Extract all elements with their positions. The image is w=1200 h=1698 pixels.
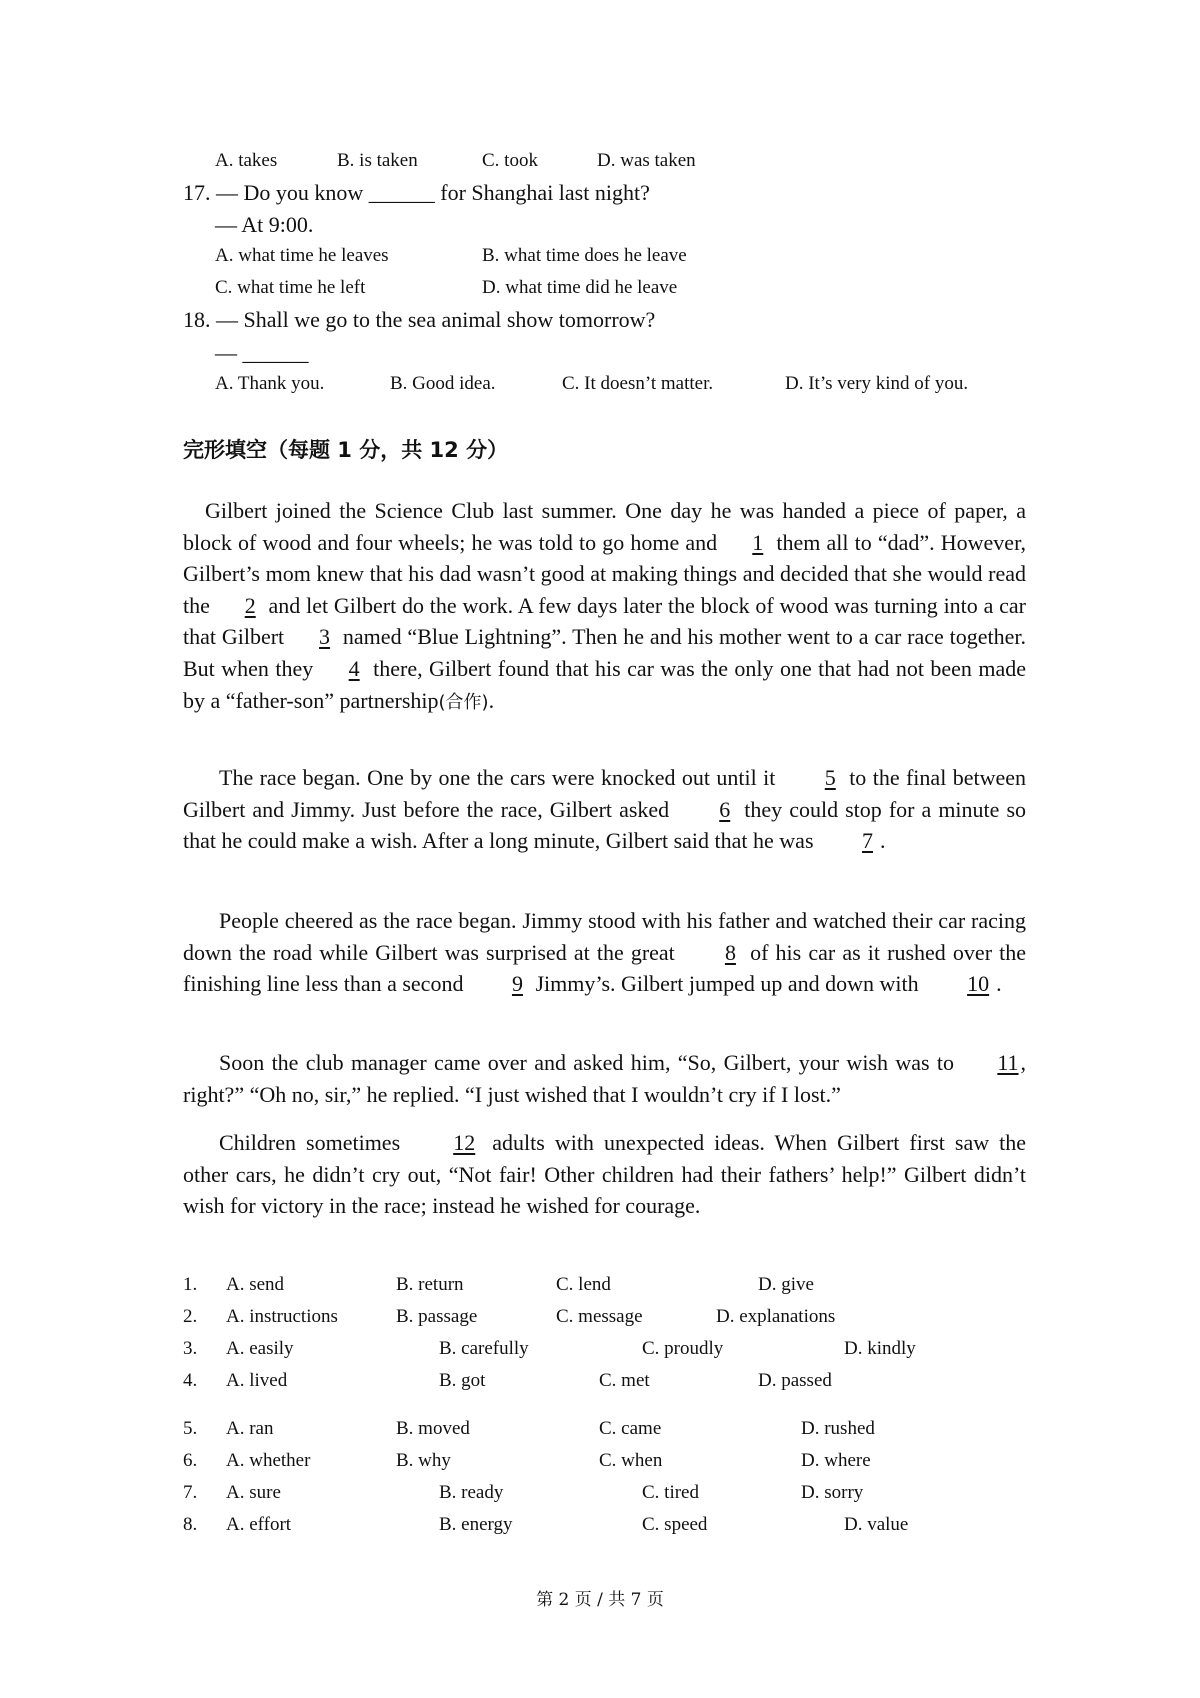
passage-paragraph-2 xyxy=(183,762,1026,857)
answer-option-b: B. why xyxy=(396,1450,451,1471)
answer-option-d: D. explanations xyxy=(716,1306,836,1327)
q16-option-c: C. took xyxy=(482,150,538,171)
passage-text: and let Gilbert do the work. A few days later the block of wood was turning into a car that Gilbert xyxy=(183,592,1027,650)
blank-10: 10 xyxy=(967,971,990,997)
q17-option-b: B. what time does he leave xyxy=(482,245,687,266)
answer-option-c: C. came xyxy=(599,1418,662,1439)
answer-number: 6. xyxy=(183,1450,198,1471)
passage-text: they could stop for a minute so that he could make a wish. After a long minute, Gilbert said that he was xyxy=(183,796,1027,854)
answer-option-c: C. tired xyxy=(642,1482,699,1503)
answer-number: 5. xyxy=(183,1418,198,1439)
answer-option-b: B. got xyxy=(439,1370,486,1391)
q18-question: 18. — Shall we go to the sea animal show tomorrow? xyxy=(183,307,656,332)
passage-text: , right?” “Oh no, sir,” he replied. “I just wished that I wouldn’t cry if I lost.” xyxy=(183,1050,1027,1107)
answer-option-d: D. value xyxy=(844,1514,909,1535)
q16-option-a: A. takes xyxy=(215,150,278,171)
answer-option-d: D. sorry xyxy=(801,1482,864,1503)
answer-option-b: B. passage xyxy=(396,1306,478,1327)
answer-option-a: A. easily xyxy=(226,1338,294,1359)
q18-option-c: C. It doesn’t matter. xyxy=(562,373,714,394)
passage-text: . xyxy=(880,828,886,854)
answer-option-d: D. rushed xyxy=(801,1418,875,1439)
blank-11: 11 xyxy=(997,1050,1019,1075)
q16-option-b: B. is taken xyxy=(337,150,418,171)
chinese-gloss: (合作) xyxy=(438,691,489,713)
answer-option-d: D. give xyxy=(758,1274,814,1295)
passage-text: named “Blue Lightning”. Then he and his mother went to a car race together. But when they xyxy=(183,624,1026,681)
answer-option-c: C. met xyxy=(599,1370,650,1391)
q17-option-d: D. what time did he leave xyxy=(482,277,678,298)
answer-number: 2. xyxy=(183,1306,198,1327)
answer-option-d: D. passed xyxy=(758,1370,832,1391)
answer-option-c: C. message xyxy=(556,1306,643,1327)
passage-text: to the final between Gilbert and Jimmy. Just before the race, Gilbert asked xyxy=(183,765,1026,822)
blank-9: 9 xyxy=(511,971,523,997)
answer-option-a: A. lived xyxy=(226,1370,288,1391)
passage-text: adults with unexpected ideas. When Gilbert first saw the other cars, he didn’t cry out, “Not fair! Other children had their fathers’ help!” Gilbert didn’t wish for victory in the race; instead he wished for courage. xyxy=(183,1130,1027,1219)
answer-option-b: B. return xyxy=(396,1274,464,1295)
blank-3: 3 xyxy=(319,624,331,650)
q17-question: 17. — Do you know ______ for Shanghai last night? xyxy=(183,180,650,205)
answer-option-d: D. kindly xyxy=(844,1338,916,1359)
answer-option-b: B. ready xyxy=(439,1482,504,1503)
answer-number: 8. xyxy=(183,1514,198,1535)
answer-option-d: D. where xyxy=(801,1450,871,1471)
passage-text: . xyxy=(488,687,495,713)
answer-option-a: A. send xyxy=(226,1274,285,1295)
answer-option-a: A. sure xyxy=(226,1482,281,1503)
answer-option-b: B. moved xyxy=(396,1418,470,1439)
answer-option-c: C. speed xyxy=(642,1514,708,1535)
answer-option-b: B. energy xyxy=(439,1514,513,1535)
blank-6: 6 xyxy=(719,796,731,822)
blank-4: 4 xyxy=(348,655,360,681)
answer-option-b: B. carefully xyxy=(439,1338,529,1359)
q17-reply: — At 9:00. xyxy=(215,212,314,237)
passage-text: Jimmy’s. Gilbert jumped up and down with xyxy=(535,971,919,997)
passage-text: Soon the club manager came over and asked him, “So, Gilbert, your wish was to xyxy=(219,1050,954,1075)
q16-option-d: D. was taken xyxy=(597,150,696,171)
passage-paragraph-1 xyxy=(183,495,1026,718)
page-footer: 第 2 页 / 共 7 页 xyxy=(536,1590,664,1610)
blank-8: 8 xyxy=(724,939,736,965)
q18-reply: — ______ xyxy=(215,340,309,365)
passage-paragraph-4 xyxy=(183,1047,1026,1110)
passage-paragraph-3 xyxy=(183,905,1026,1000)
passage-text: Children sometimes xyxy=(219,1130,401,1155)
q18-option-a: A. Thank you. xyxy=(215,373,325,394)
answer-number: 3. xyxy=(183,1338,198,1359)
answer-option-a: A. instructions xyxy=(226,1306,338,1327)
answer-option-c: C. when xyxy=(599,1450,663,1471)
passage-text: The race began. One by one the cars were knocked out until it xyxy=(219,765,776,790)
blank-7: 7 xyxy=(862,828,874,854)
answer-option-a: A. effort xyxy=(226,1514,292,1535)
passage-text: them all to “dad”. However, Gilbert’s mom knew that his dad wasn’t good at making things and decided that she would read the xyxy=(183,529,1027,618)
passage-text: People cheered as the race began. Jimmy stood with his father and watched their car racing down the road while Gilbert was surprised at the great xyxy=(183,908,1026,965)
blank-1: 1 xyxy=(752,529,764,555)
q17-option-a: A. what time he leaves xyxy=(215,245,389,266)
answer-number: 7. xyxy=(183,1482,198,1503)
answer-number: 1. xyxy=(183,1274,198,1295)
answer-option-a: A. ran xyxy=(226,1418,274,1439)
answer-number: 4. xyxy=(183,1370,198,1391)
q17-option-c: C. what time he left xyxy=(215,277,366,298)
passage-text: Gilbert joined the Science Club last summer. One day he was handed a piece of paper, a block of wood and four wheels; he was told to go home and xyxy=(183,498,1026,555)
answer-option-a: A. whether xyxy=(226,1450,311,1471)
answer-option-c: C. proudly xyxy=(642,1338,724,1359)
section-title: 完形填空（每题 1 分，共 12 分） xyxy=(183,438,509,462)
answer-option-c: C. lend xyxy=(556,1274,611,1295)
passage-text: . xyxy=(996,971,1002,997)
passage-text: there, Gilbert found that his car was the only one that had not been made by a “father-son” partnership xyxy=(183,655,1027,713)
q18-option-d: D. It’s very kind of you. xyxy=(785,373,969,394)
passage-text: of his car as it rushed over the finishing line less than a second xyxy=(183,939,1027,997)
blank-5: 5 xyxy=(824,765,836,790)
passage-paragraph-5 xyxy=(183,1127,1026,1222)
blank-12: 12 xyxy=(453,1130,476,1155)
q18-option-b: B. Good idea. xyxy=(390,373,496,394)
blank-2: 2 xyxy=(244,592,256,618)
